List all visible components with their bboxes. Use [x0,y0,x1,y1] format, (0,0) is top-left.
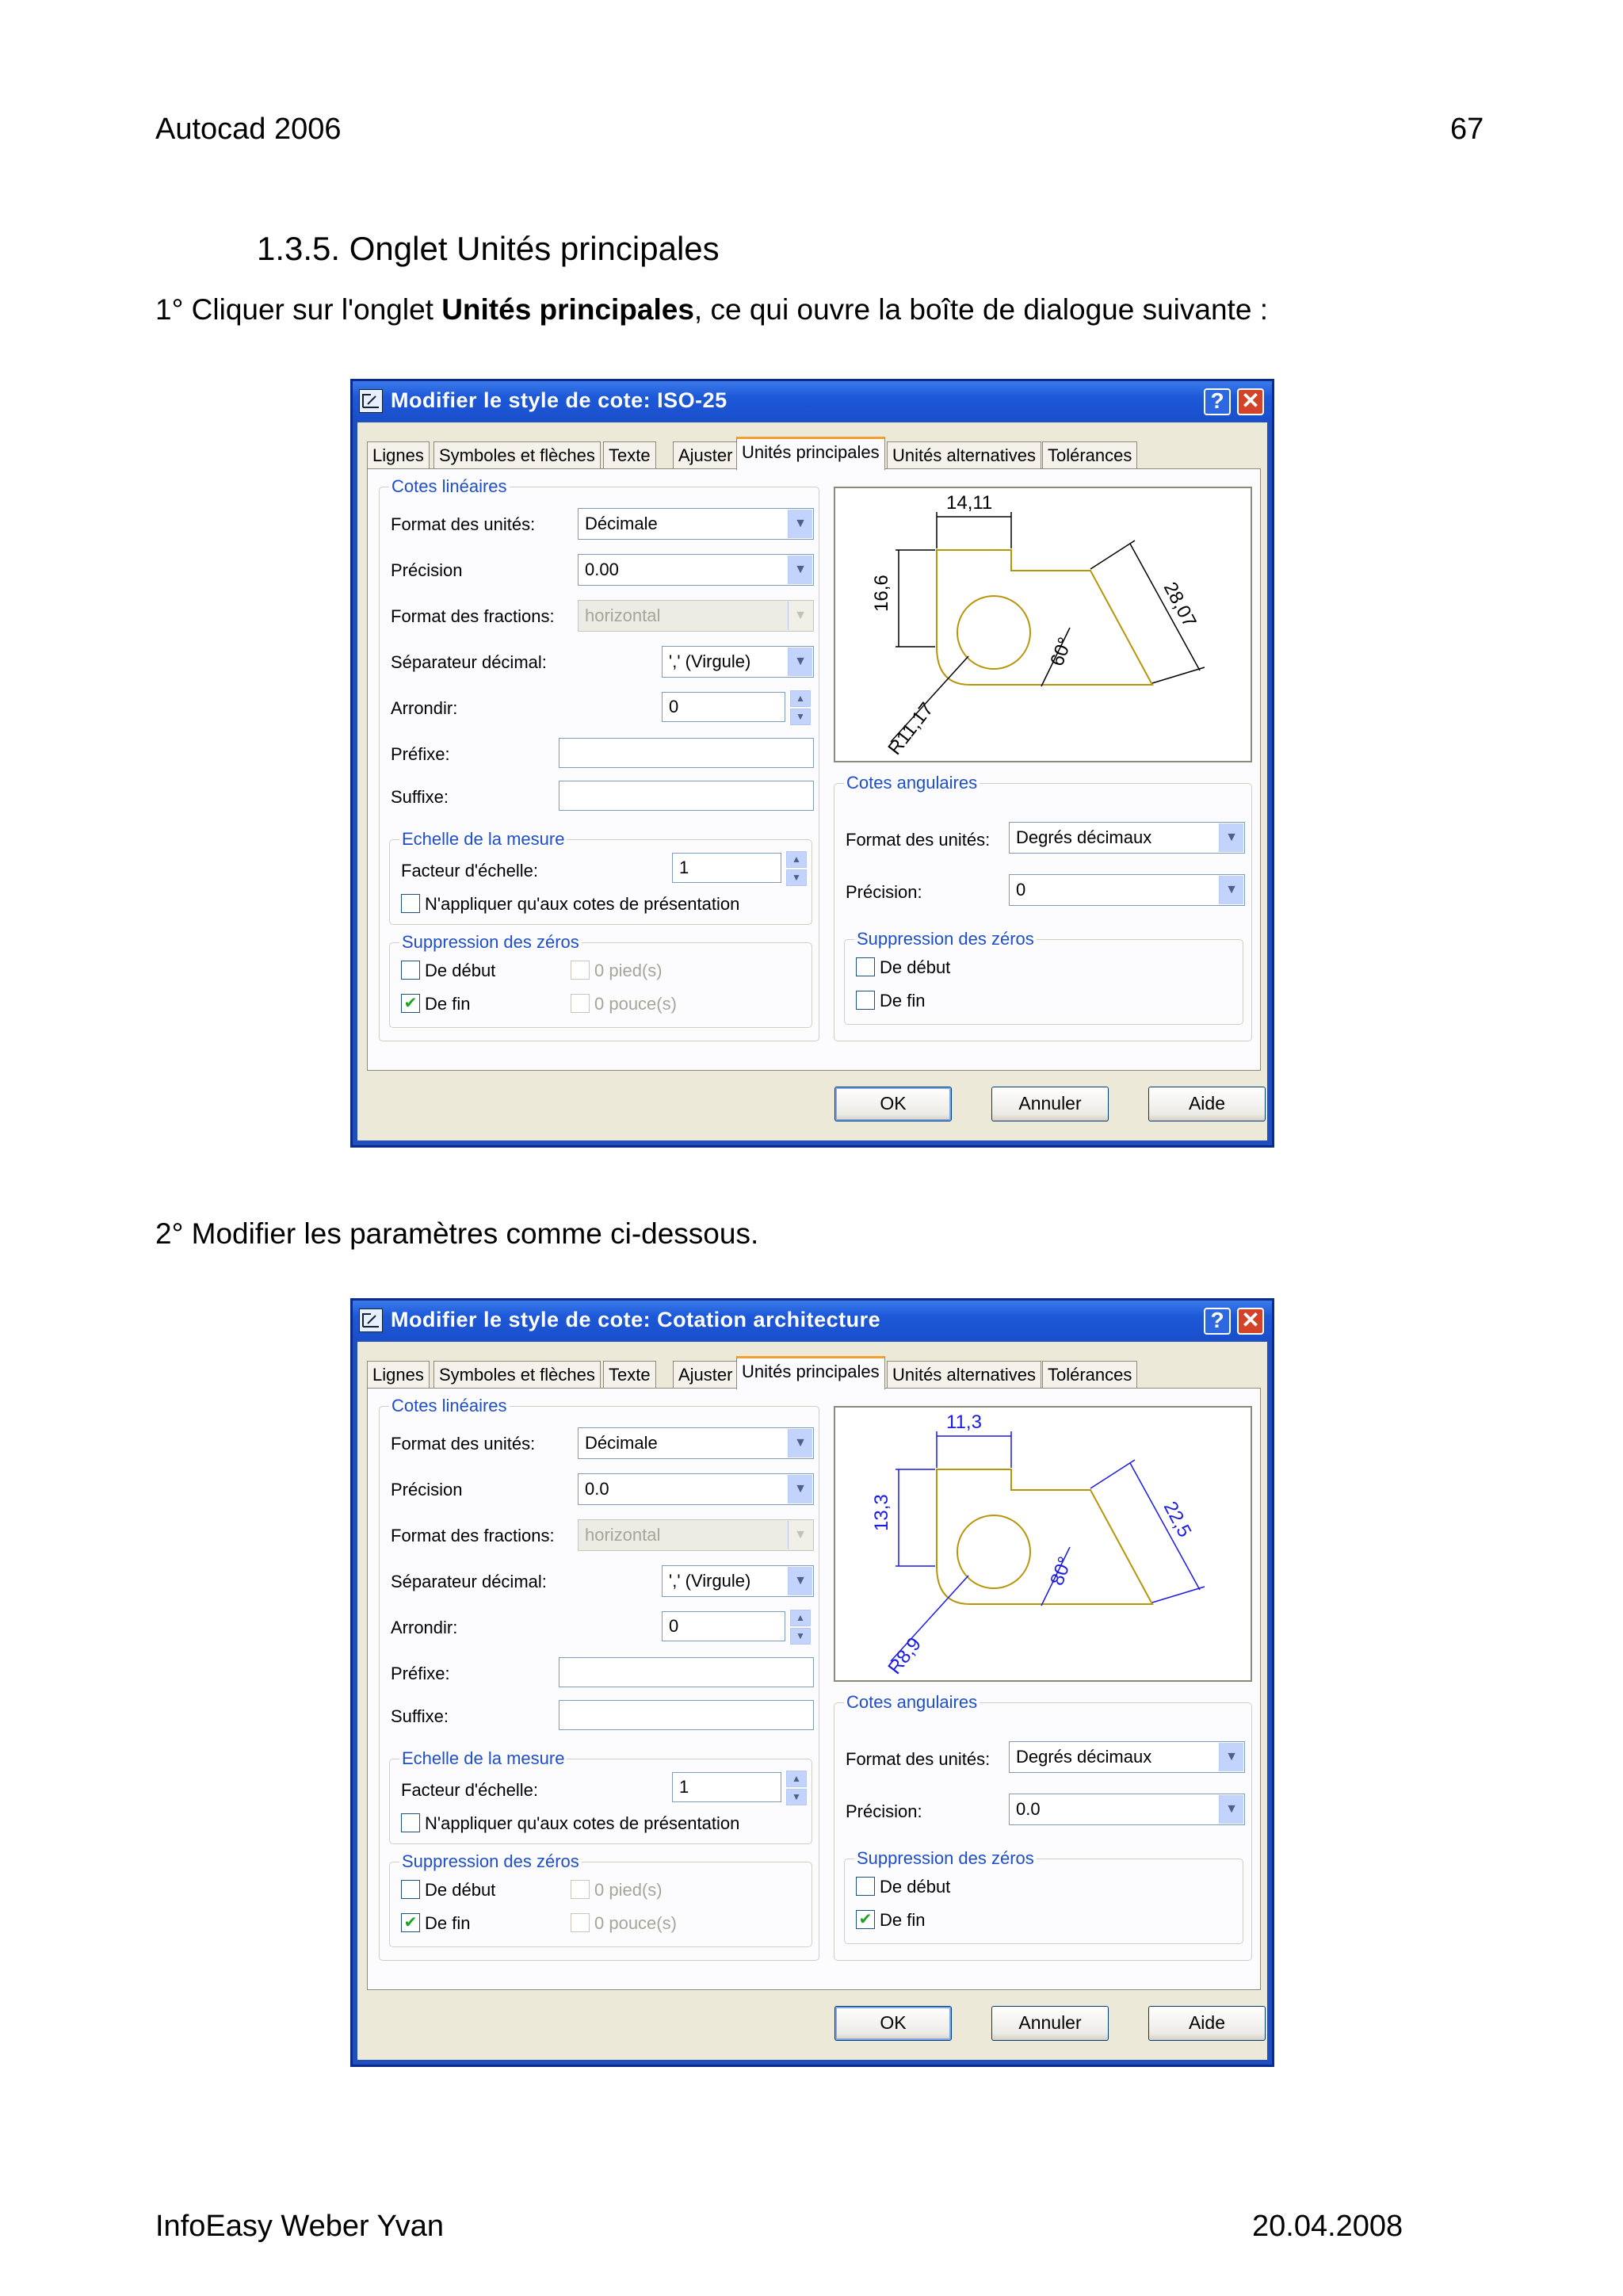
ok-button[interactable]: OK [834,2006,952,2041]
step2-text: 2° Modifier les paramètres comme ci-dessous. [155,1217,759,1250]
footer-date: 20.04.2008 [1252,2210,1403,2243]
spin-arrows-icon[interactable]: ▲ ▼ [786,851,807,886]
group-label-suppression-lin: Suppression des zéros [399,932,582,953]
combo-separateur[interactable] [662,646,814,678]
aide-button[interactable]: Aide [1148,2006,1266,2041]
step1-after: , ce qui ouvre la boîte de dialogue suivante : [693,293,1268,326]
tab-ajuster[interactable]: Ajuster [673,441,738,468]
label-format-unites: Format des unités: [391,1434,536,1454]
group-echelle [389,829,812,925]
spin-arrows-icon[interactable]: ▲ ▼ [790,1610,811,1645]
group-cotes-lineaires [379,1396,819,1961]
combo-format-unites[interactable] [578,1427,814,1459]
annuler-button[interactable]: Annuler [991,2006,1109,2041]
tab-symboles-fleches[interactable]: Symboles et flèches [433,441,601,468]
combo-precision-ang[interactable] [1009,874,1245,906]
group-suppression-zeros-lineaires [389,932,812,1028]
tab-texte[interactable]: Texte [603,1361,656,1388]
combo-precision[interactable] [578,554,814,586]
checkbox-pieds [571,1880,590,1899]
label-format-fractions: Format des fractions: [391,1526,555,1545]
dialog-title: Modifier le style de cote: ISO-25 [391,388,727,412]
checkbox-lin-de-fin[interactable]: ✔ [401,994,420,1013]
label-facteur: Facteur d'échelle: [401,1780,538,1800]
checkbox-pouces [571,994,590,1013]
label-precision-ang: Précision: [846,1801,922,1821]
label-suffixe: Suffixe: [391,787,449,807]
label-pouces: 0 pouce(s) [594,994,677,1014]
group-suppression-zeros-angulaires [844,1848,1243,1944]
input-facteur[interactable]: 1 [672,853,781,883]
dim-top-label: 14,11 [946,492,993,514]
dim-left-line [896,550,935,647]
group-suppression-zeros-lineaires [389,1851,812,1947]
input-prefixe[interactable] [559,738,814,768]
value-format-unites: Décimale [585,1433,658,1453]
title-bar[interactable] [353,1301,1272,1340]
combo-format-fractions [578,1519,814,1551]
label-pouces: 0 pouce(s) [594,1913,677,1933]
group-cotes-angulaires [834,1692,1252,1961]
label-format-fractions: Format des fractions: [391,606,555,626]
input-suffixe[interactable] [559,1700,814,1730]
preview-outline [937,550,1152,685]
value-precision-ang: 0 [1016,880,1026,900]
value-format-fractions: horizontal [585,1525,661,1545]
label-pieds: 0 pied(s) [594,961,663,980]
tab-tolerances[interactable]: Tolérances [1042,441,1137,468]
combo-format-unites[interactable] [578,508,814,540]
tab-lignes[interactable]: Lignes [367,441,430,468]
group-cotes-angulaires [834,773,1252,1041]
checkbox-appliquer[interactable] [401,1813,420,1832]
preview-circle [957,596,1030,669]
dim-top-line [937,512,1011,548]
combo-separateur[interactable] [662,1565,814,1597]
footer-left: InfoEasy Weber Yvan [155,2210,445,2243]
preview-area [834,1406,1252,1682]
label-precision: Précision [391,1480,463,1499]
combo-format-fractions [578,600,814,632]
tab-symboles-fleches[interactable]: Symboles et flèches [433,1361,601,1388]
dialog-client [357,1342,1267,2060]
value-separateur: ',' (Virgule) [669,651,751,671]
dim-left-line [896,1469,935,1566]
close-button[interactable]: ✕ [1237,388,1264,415]
tab-unites-alternatives[interactable]: Unités alternatives [887,1361,1041,1388]
chevron-down-icon[interactable]: ▼ [788,556,812,584]
chevron-down-icon[interactable]: ▼ [1219,876,1243,904]
tab-unites-principales[interactable]: Unités principales [736,1356,885,1389]
tab-unites-alternatives[interactable]: Unités alternatives [887,441,1041,468]
label-lin-de-fin: De fin [425,994,471,1014]
label-arrondir: Arrondir: [391,698,458,718]
combo-precision-ang[interactable] [1009,1794,1245,1825]
label-separateur: Séparateur décimal: [391,1572,547,1591]
label-format-unites: Format des unités: [391,514,536,534]
chevron-down-icon[interactable]: ▼ [788,1429,812,1457]
step1-bold: Unités principales [441,293,694,326]
chevron-down-icon[interactable]: ▼ [1219,823,1243,852]
group-suppression-zeros-angulaires [844,929,1243,1025]
step1-before: 1° Cliquer sur l'onglet [155,293,442,326]
label-ang-de-debut: De début [880,957,951,977]
input-suffixe[interactable] [559,781,814,811]
chevron-down-icon[interactable]: ▼ [788,1567,812,1595]
group-label-echelle: Echelle de la mesure [399,829,567,850]
tab-ajuster[interactable]: Ajuster [673,1361,738,1388]
value-precision-ang: 0.0 [1016,1799,1041,1819]
group-label-suppression-lin: Suppression des zéros [399,1851,582,1872]
chevron-down-icon: ▼ [788,1521,812,1549]
aide-button[interactable]: Aide [1148,1087,1266,1121]
dim-top-label: 11,3 [946,1412,982,1433]
dialog-cotation-architecture [350,1298,1274,2067]
close-button[interactable]: ✕ [1237,1308,1264,1335]
value-precision: 0.00 [585,560,619,579]
input-facteur[interactable]: 1 [672,1772,781,1802]
dim-radius-label: R8,9 [884,1633,926,1679]
preview-outline [937,1469,1152,1604]
checkbox-pouces [571,1913,590,1932]
label-suffixe: Suffixe: [391,1706,449,1726]
input-prefixe[interactable] [559,1657,814,1687]
dim-diag-label: 28,07 [1159,579,1201,631]
group-label-cotes-lineaires: Cotes linéaires [389,1396,510,1416]
dim-left-label: 16,6 [871,575,892,612]
label-pieds: 0 pied(s) [594,1880,663,1900]
combo-precision[interactable] [578,1473,814,1505]
chevron-down-icon[interactable]: ▼ [788,1475,812,1503]
dim-angle-label: 80° [1046,1553,1077,1589]
label-prefixe: Préfixe: [391,1664,450,1683]
group-label-suppression-ang: Suppression des zéros [854,929,1037,949]
label-format-unites-ang: Format des unités: [846,1749,991,1769]
step1-text [155,293,1268,327]
combo-format-unites-ang[interactable] [1009,1741,1245,1773]
checkbox-ang-de-debut[interactable] [856,957,875,976]
dim-top-line [937,1431,1011,1468]
dim-diag-label: 22,5 [1159,1498,1196,1541]
dim-radius-label: R11,17 [884,698,938,759]
value-format-fractions: horizontal [585,606,661,625]
page-number: 67 [1450,113,1484,146]
group-label-cotes-lineaires: Cotes linéaires [389,476,510,497]
checkbox-lin-de-fin[interactable]: ✔ [401,1913,420,1932]
chevron-down-icon: ▼ [788,602,812,630]
label-ang-de-debut: De début [880,1877,951,1897]
input-arrondir[interactable]: 0 [662,692,785,722]
tab-panel [367,1388,1261,1990]
label-separateur: Séparateur décimal: [391,652,547,672]
label-precision-ang: Précision: [846,882,922,902]
help-button[interactable]: ? [1204,388,1231,415]
dialog-iso25 [350,379,1274,1148]
label-appliquer: N'appliquer qu'aux cotes de présentation [425,1813,740,1833]
chevron-down-icon[interactable]: ▼ [788,510,812,538]
checkbox-appliquer[interactable] [401,894,420,913]
value-format-unites: Décimale [585,514,658,533]
label-lin-de-fin: De fin [425,1913,471,1933]
label-facteur: Facteur d'échelle: [401,861,538,881]
tab-lignes[interactable]: Lignes [367,1361,430,1388]
group-echelle [389,1748,812,1844]
label-arrondir: Arrondir: [391,1618,458,1637]
group-label-echelle: Echelle de la mesure [399,1748,567,1769]
preview-drawing [835,488,1251,761]
value-separateur: ',' (Virgule) [669,1571,751,1591]
checkbox-pieds [571,961,590,980]
app-icon [359,1308,383,1332]
chevron-down-icon[interactable]: ▼ [1219,1743,1243,1771]
label-ang-de-fin: De fin [880,991,926,1010]
label-prefixe: Préfixe: [391,744,450,764]
spin-arrows-icon[interactable]: ▲ ▼ [790,690,811,725]
tab-panel [367,468,1261,1071]
value-format-unites-ang: Degrés décimaux [1016,1747,1152,1767]
label-format-unites-ang: Format des unités: [846,830,991,850]
ok-button[interactable]: OK [834,1087,952,1121]
label-lin-de-debut: De début [425,961,496,980]
tab-texte[interactable]: Texte [603,441,656,468]
chevron-down-icon[interactable]: ▼ [1219,1795,1243,1824]
app-icon [359,389,383,413]
spin-arrows-icon[interactable]: ▲ ▼ [786,1771,807,1805]
page-header-left: Autocad 2006 [155,113,342,146]
label-appliquer: N'appliquer qu'aux cotes de présentation [425,894,740,914]
annuler-button[interactable]: Annuler [991,1087,1109,1121]
combo-format-unites-ang[interactable] [1009,822,1245,854]
preview-circle [957,1515,1030,1588]
value-precision: 0.0 [585,1479,609,1499]
group-cotes-lineaires [379,476,819,1041]
help-button[interactable]: ? [1204,1308,1231,1335]
dialog-title: Modifier le style de cote: Cotation architecture [391,1308,881,1331]
tab-tolerances[interactable]: Tolérances [1042,1361,1137,1388]
group-label-suppression-ang: Suppression des zéros [854,1848,1037,1869]
title-bar[interactable] [353,381,1272,421]
checkbox-ang-de-fin[interactable] [856,991,875,1010]
input-arrondir[interactable]: 0 [662,1611,785,1641]
preview-drawing [835,1408,1251,1680]
dim-left-label: 13,3 [871,1494,892,1531]
value-format-unites-ang: Degrés décimaux [1016,827,1152,847]
chevron-down-icon[interactable]: ▼ [788,648,812,676]
group-label-cotes-angulaires: Cotes angulaires [844,773,980,793]
dialog-client [357,422,1267,1140]
section-title: 1.3.5. Onglet Unités principales [257,230,720,267]
tab-unites-principales[interactable]: Unités principales [736,437,885,470]
preview-area [834,487,1252,762]
dim-angle-label: 60° [1046,634,1077,670]
label-lin-de-debut: De début [425,1880,496,1900]
checkbox-ang-de-fin[interactable]: ✔ [856,1910,875,1929]
checkbox-ang-de-debut[interactable] [856,1877,875,1896]
group-label-cotes-angulaires: Cotes angulaires [844,1692,980,1713]
checkbox-lin-de-debut[interactable] [401,961,420,980]
checkbox-lin-de-debut[interactable] [401,1880,420,1899]
label-ang-de-fin: De fin [880,1910,926,1930]
label-precision: Précision [391,560,463,580]
